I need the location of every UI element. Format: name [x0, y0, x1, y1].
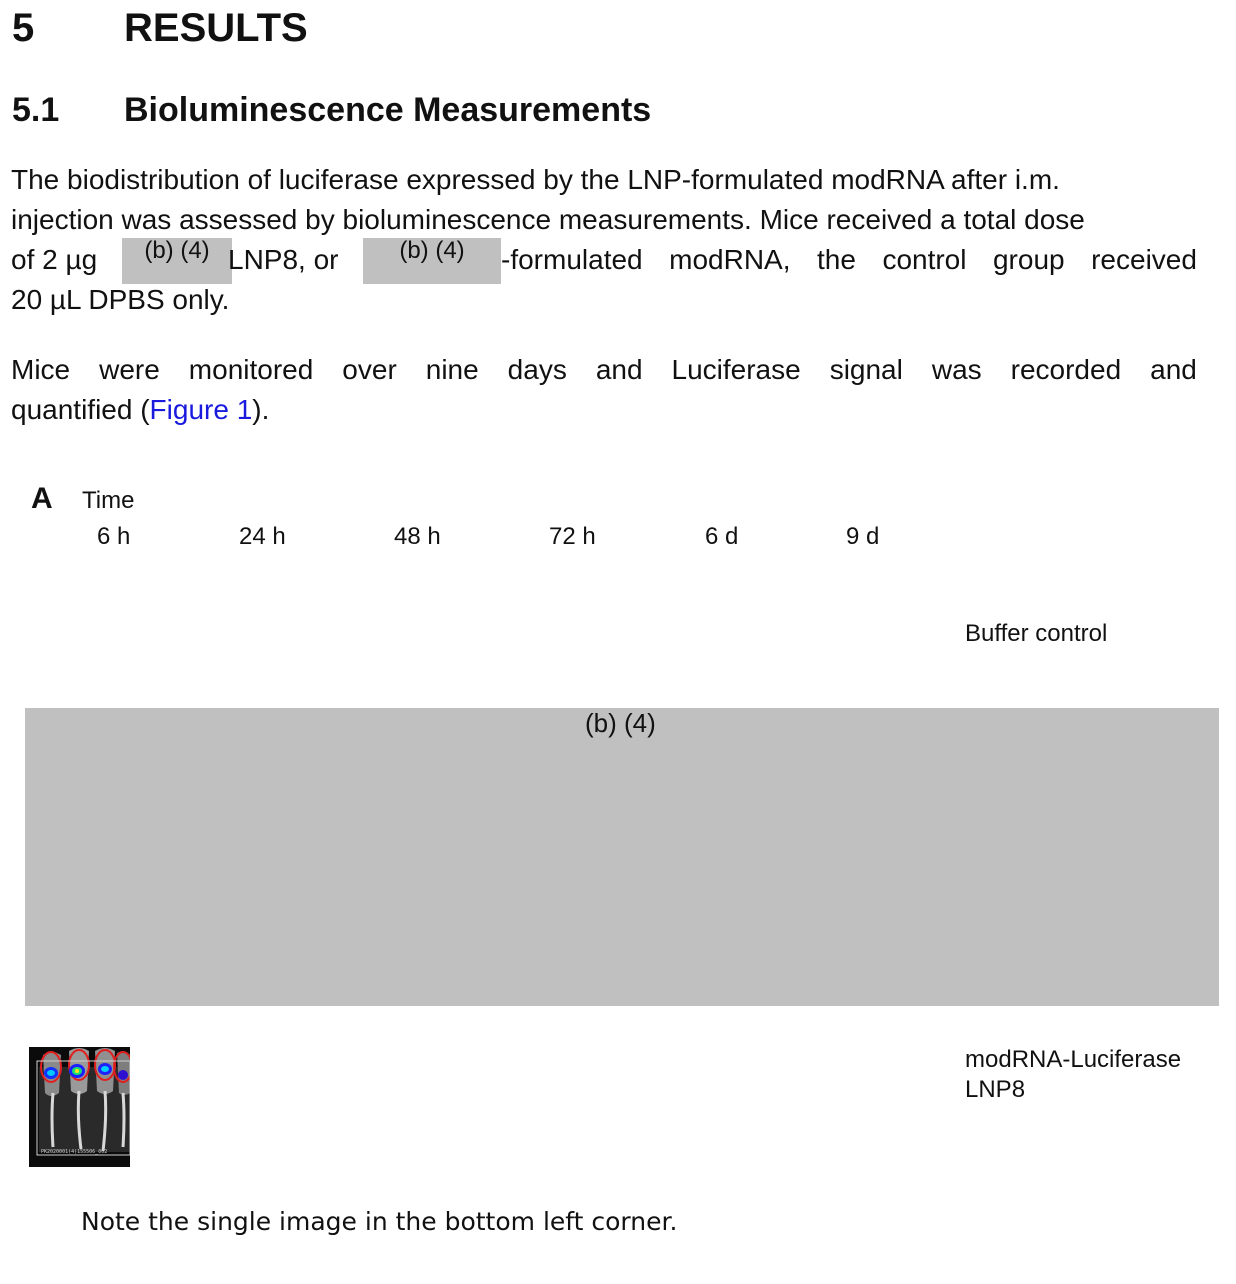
lnp8-text: LNP8, or: [228, 244, 339, 275]
note-caption: Note the single image in the bottom left corner.: [81, 1207, 678, 1236]
paragraph-line: [11, 394, 1197, 434]
paragraph-line: [11, 354, 1197, 394]
timepoint-label: 48 h: [394, 523, 441, 550]
figure-link[interactable]: Figure 1: [149, 394, 253, 425]
redaction-label: (b) (4): [585, 708, 656, 738]
mouse-image-graphic: [29, 1047, 130, 1167]
group-label-line: LNP8: [965, 1076, 1026, 1103]
dose-text: of 2 µg: [11, 244, 98, 275]
section-number: 5: [12, 6, 35, 50]
timepoint-label: 24 h: [239, 523, 286, 550]
word: monitored: [188, 354, 314, 385]
text: quantified (: [11, 394, 150, 425]
subsection-number: 5.1: [12, 91, 60, 129]
group-label-modrna-luciferase: [965, 1045, 1181, 1105]
timepoint-label: 6 h: [97, 523, 131, 550]
word: group: [992, 244, 1065, 275]
word: and: [595, 354, 643, 385]
word: control: [882, 244, 967, 275]
text: ).: [252, 394, 270, 425]
word: Luciferase: [671, 354, 801, 385]
paragraph-monitoring: [11, 354, 1197, 434]
group-label-buffer-control: Buffer control: [965, 620, 1108, 647]
word: were: [99, 354, 160, 385]
justified-text: [501, 244, 1197, 276]
word: modRNA,: [669, 244, 791, 275]
word: was: [931, 354, 982, 385]
section-title: RESULTS: [124, 6, 308, 50]
word: received: [1091, 244, 1197, 275]
timepoint-label: 9 d: [846, 523, 880, 550]
redaction-box: (b) (4): [363, 238, 501, 284]
redaction-box: (b) (4): [122, 238, 232, 284]
paragraph-biodistribution: [11, 164, 1197, 324]
paragraph-line: injection was assessed by bioluminescence measurements. Mice received a total dose: [11, 204, 1085, 235]
word: the: [817, 244, 856, 275]
paragraph-line: 20 µL DPBS only.: [11, 284, 230, 315]
word: days: [507, 354, 567, 385]
timepoint-label: 6 d: [705, 523, 739, 550]
word: Mice: [11, 354, 71, 385]
subsection-title: Bioluminescence Measurements: [124, 91, 652, 129]
word: over: [342, 354, 397, 385]
word: and: [1150, 354, 1197, 385]
timepoint-label: 72 h: [549, 523, 596, 550]
panel-label: A: [31, 482, 53, 515]
word: signal: [829, 354, 903, 385]
image-id-text: PK2020001(4)155506_002: [41, 1149, 108, 1155]
word: -formulated: [501, 244, 643, 275]
bioluminescence-mouse-image: [29, 1047, 130, 1167]
paragraph-line: The biodistribution of luciferase expressed by the LNP-formulated modRNA after i.m.: [11, 164, 1060, 195]
paragraph-line-with-redactions: [11, 237, 1197, 284]
word: nine: [425, 354, 479, 385]
time-axis-label: Time: [82, 487, 135, 514]
group-label-line: modRNA-Luciferase: [965, 1046, 1182, 1073]
word: recorded: [1010, 354, 1122, 385]
redacted-figure-region: [25, 708, 1219, 1006]
